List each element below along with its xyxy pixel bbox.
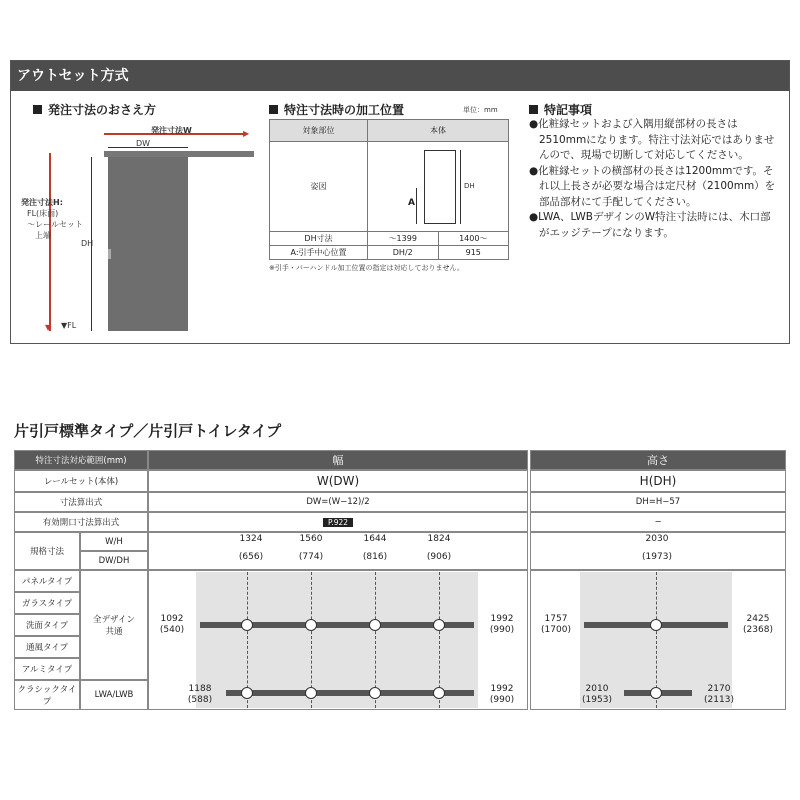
unit-label: 単位：mm: [463, 106, 498, 114]
col-body: 本体: [368, 120, 509, 142]
note-item: ●化粧縁セットおよび入隅用縦部材の長さは2510mmになります。特注寸法対応ではありませんので、現場で切断して対応してください。: [529, 118, 775, 161]
calc-h: DH=H−57: [530, 492, 786, 512]
range-header: 特注寸法対応範囲(mm): [14, 450, 148, 470]
note-item: ●LWA、LWBデザインのW特注寸法時には、木口部がエッジテープになります。: [529, 211, 771, 239]
std-point: [369, 619, 381, 631]
dh-label: DH: [81, 239, 94, 248]
fig-a-line: [416, 188, 417, 224]
type-label: アルミタイプ: [14, 658, 80, 680]
h-std-value: 2030: [645, 534, 669, 544]
w-max-2: 1992 (990): [489, 684, 515, 705]
width-header: 幅: [148, 450, 528, 470]
std-point: [241, 619, 253, 631]
std-point: [650, 619, 662, 631]
a-v1: DH/2: [368, 246, 439, 260]
dh-std-value: (1973): [642, 552, 672, 562]
row-dh: DH寸法: [270, 232, 368, 246]
outset-panel: [10, 60, 790, 344]
dw-std-value: (816): [362, 552, 388, 562]
process-position-heading: 特注寸法時の加工位置: [269, 101, 404, 118]
dw-std-value: (774): [298, 552, 324, 562]
h-min-1: 1757 (1700): [541, 614, 571, 635]
dw-std-value: (656): [238, 552, 264, 562]
h-arrow-head: ▼: [45, 323, 52, 332]
rail-label: レールセット(本体): [14, 470, 148, 492]
w-label: 発注寸法W: [151, 126, 192, 135]
h-label-3: 〜レールセット: [27, 220, 83, 229]
all-design-label: 全デザイン共通: [80, 570, 148, 680]
dw-std-value: (906): [426, 552, 452, 562]
std-point: [433, 687, 445, 699]
row-a: A:引手中心位置: [270, 246, 368, 260]
std-point: [305, 687, 317, 699]
fl-label: ▼FL: [61, 321, 77, 330]
door-figure: [424, 150, 456, 224]
std-point: [369, 687, 381, 699]
w-arrow-head: ▶: [243, 129, 250, 138]
w-std-value: 1560: [299, 534, 323, 544]
w-max-1: 1992 (990): [489, 614, 515, 635]
open-w-cell: [148, 512, 528, 532]
wh-label: W/H: [80, 532, 148, 551]
h-arrow: [49, 153, 51, 331]
std-point: [305, 619, 317, 631]
dw-label: DW: [136, 139, 151, 148]
process-table: [269, 119, 509, 260]
height-header: 高さ: [530, 450, 786, 470]
type-label: クラシックタイプ: [14, 680, 80, 710]
calc-label: 寸法算出式: [14, 492, 148, 512]
h-min-2: 2010 (1953): [582, 684, 612, 705]
dh-v2: 1400〜: [438, 232, 509, 246]
door-panel: [108, 157, 188, 331]
process-note: ※引手・バーハンドル加工位置の指定は対応しておりません。: [269, 264, 464, 272]
w-std-value: 1644: [363, 534, 387, 544]
open-label: 有効開口寸法算出式: [14, 512, 148, 532]
h-label-1: 発注寸法H:: [21, 198, 63, 207]
note-item: ●化粧縁セットの横部材の長さは1200mmです。それ以上長さが必要な場合は定尺材（2100mm）を部品部材にて手配してください。: [529, 164, 776, 208]
std-label: 規格寸法: [14, 532, 80, 570]
open-h: −: [530, 512, 786, 532]
row-figure: 姿図: [270, 142, 368, 232]
w-min-2: 1188 (588): [187, 684, 213, 705]
std-point: [433, 619, 445, 631]
h-max-2: 2170 (2113): [704, 684, 734, 705]
type-label: ガラスタイプ: [14, 592, 80, 614]
w-std-value: 1824: [427, 534, 451, 544]
std-w-cell: [148, 532, 528, 570]
panel-title: アウトセット方式: [11, 61, 789, 91]
type-label: 洗面タイプ: [14, 614, 80, 636]
fig-a-label: A: [408, 198, 415, 208]
page-ref-badge: P.922: [323, 518, 353, 527]
w-std-value: 1324: [239, 534, 263, 544]
type-label: 通風タイプ: [14, 636, 80, 658]
dh-v1: 〜1399: [368, 232, 439, 246]
std-point: [241, 687, 253, 699]
figure-cell: [368, 142, 509, 232]
handle-mark: [108, 249, 111, 259]
fig-dh-label: DH: [464, 182, 475, 190]
fig-dh-line: [460, 150, 461, 224]
calc-w: DW=(W−12)/2: [148, 492, 528, 512]
table-title: 片引戸標準タイプ／片引戸トイレタイプ: [14, 422, 282, 440]
special-notes-heading: 特記事項: [529, 101, 592, 118]
order-size-heading: 発注寸法のおさえ方: [33, 101, 156, 118]
h-max-1: 2425 (2368): [743, 614, 773, 635]
h-label-4: 上端: [35, 231, 51, 240]
h-dh: H(DH): [530, 470, 786, 492]
special-notes: [529, 117, 781, 241]
w-dw: W(DW): [148, 470, 528, 492]
h-label-2: FL(床面): [27, 209, 59, 218]
lwa-lwb-label: LWA/LWB: [80, 680, 148, 710]
dwdh-label: DW/DH: [80, 551, 148, 570]
std-point: [650, 687, 662, 699]
type-label: パネルタイプ: [14, 570, 80, 592]
w-min-1: 1092 (540): [159, 614, 185, 635]
a-v2: 915: [438, 246, 509, 260]
col-part: 対象部位: [270, 120, 368, 142]
